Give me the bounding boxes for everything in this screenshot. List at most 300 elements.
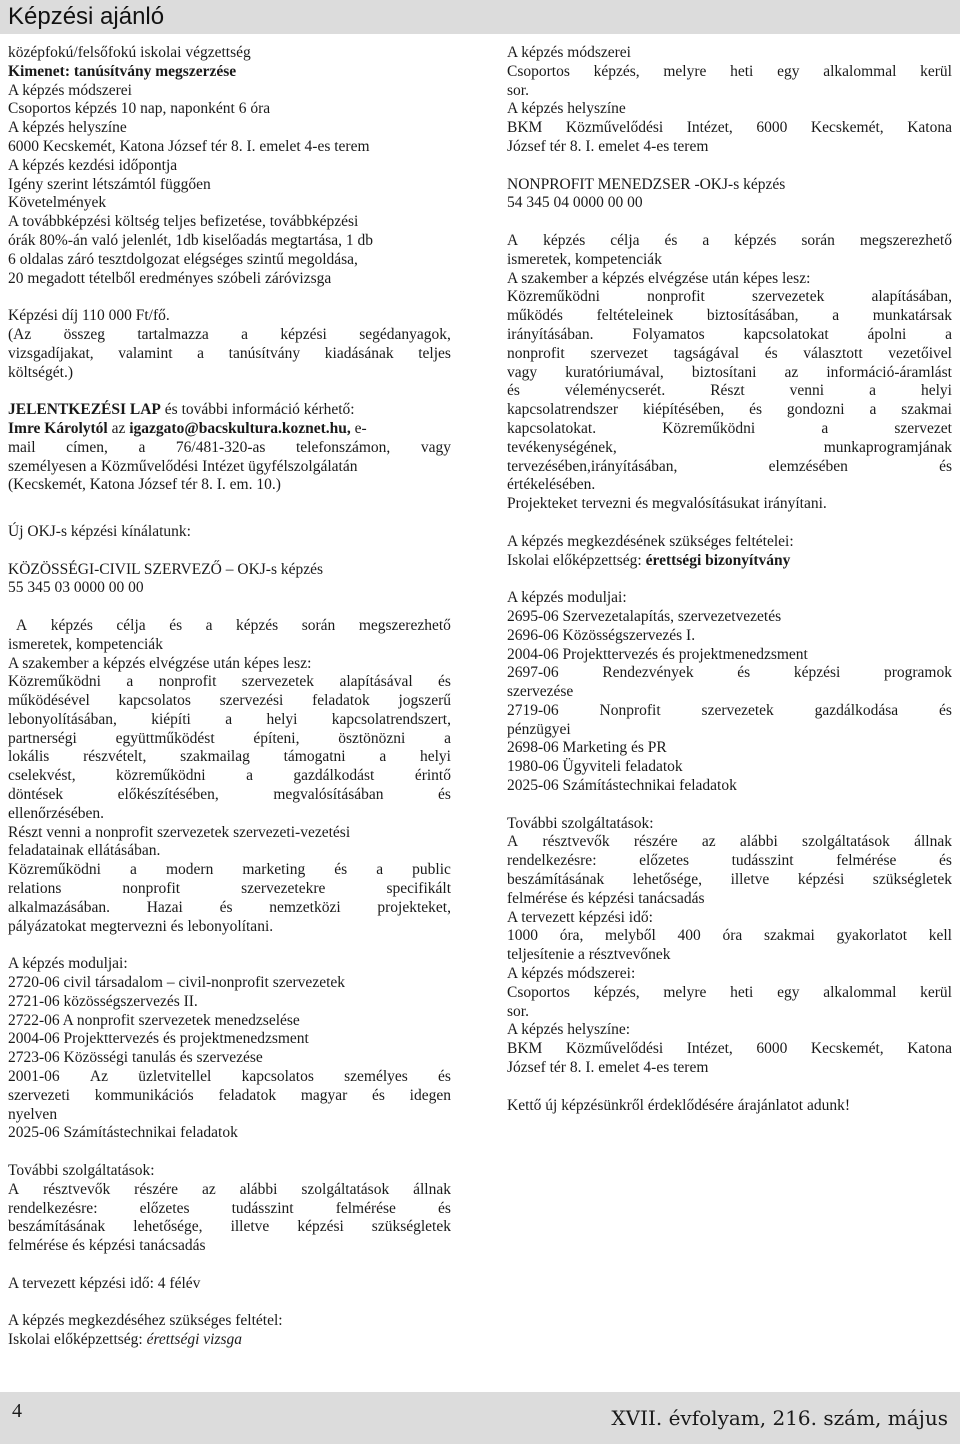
word: során: [301, 616, 336, 634]
word: döntések: [8, 786, 64, 804]
right-column: [507, 44, 952, 1115]
word: képzés: [50, 616, 93, 634]
text-line: feladatainak ellátásában.: [8, 842, 161, 860]
word: lebonyolításában,: [8, 710, 117, 728]
text-line: A továbbképzési költség teljes befizetése, továbbképzési: [8, 213, 359, 231]
word: képzési: [280, 325, 327, 343]
modules-heading: A képzés moduljai:: [507, 589, 627, 607]
word: szervezetek: [241, 673, 315, 691]
justified-line: [8, 345, 451, 364]
module-item: 2722-06 A nonprofit szervezetek menedzselése: [8, 1011, 300, 1029]
word: 1000: [507, 927, 538, 945]
word: szervezet: [894, 419, 952, 437]
word: cselekvést,: [8, 767, 76, 785]
word: Közreműködni: [8, 861, 101, 879]
word: képzési: [297, 1218, 344, 1236]
word: kapcsolatokat: [743, 325, 829, 343]
word: és: [749, 401, 763, 419]
word: kerül: [920, 62, 952, 80]
word: célja: [116, 616, 146, 634]
word: 2697-06: [507, 664, 559, 682]
word: egy: [777, 62, 800, 80]
word: a: [832, 307, 840, 325]
word: a: [246, 767, 253, 785]
word: Közművelődési: [565, 1040, 664, 1058]
word: az: [784, 363, 799, 381]
word: munkatársak: [872, 307, 952, 325]
word: kuratóriumával,: [565, 363, 664, 381]
word: kapcsolatrendszer: [507, 401, 619, 419]
word: magyar: [300, 1086, 348, 1104]
word: Intézet,: [686, 1040, 733, 1058]
issue-info: XVII. évfolyam, 216. szám, május: [611, 1406, 948, 1430]
word: a: [197, 344, 205, 362]
justified-line: [8, 861, 451, 880]
text-line: sor.: [507, 81, 529, 99]
word: feladatok: [218, 1086, 277, 1104]
word: rendelkezésre:: [8, 1199, 98, 1217]
module-item: 2720-06 civil társadalom – civil-nonprofit szervezetek: [8, 974, 346, 992]
word: célja: [610, 231, 640, 249]
text-line: A képzés módszerei:: [507, 965, 636, 983]
word: és: [438, 673, 451, 691]
word: lehetősége,: [632, 871, 703, 889]
word: megvalósításában: [273, 786, 384, 804]
text-line: A képzés módszerei: [8, 81, 132, 99]
text-span: az: [111, 419, 126, 437]
text-line: A képzés helyszíne: [8, 119, 127, 137]
word: teljes: [418, 344, 451, 362]
justified-line: [507, 439, 952, 458]
word: marketing: [242, 861, 306, 879]
justified-line: [8, 730, 451, 749]
module-item: [507, 664, 952, 683]
word: idegen: [409, 1086, 451, 1104]
module-item: 2025-06 Számítástechnikai feladatok: [507, 777, 737, 795]
word: előzetes: [639, 852, 690, 870]
justified-line: [507, 382, 952, 401]
word: projekteket,: [377, 898, 451, 916]
justified-line: [8, 617, 451, 636]
word: Közművelődési: [565, 119, 664, 137]
word: feladatok: [312, 692, 370, 710]
word: beszámításának: [8, 1218, 106, 1236]
word: nemzetközi: [269, 898, 341, 916]
word: képzés: [734, 231, 777, 249]
justified-line: [507, 119, 952, 138]
module-item: [507, 702, 952, 721]
justified-line: [8, 1218, 451, 1237]
word: feltételeinek: [596, 307, 674, 325]
word: szükségletek: [872, 871, 952, 889]
text-line: költségét.): [8, 363, 73, 381]
text-line: Csoportos képzés 10 nap, naponként 6 óra: [8, 100, 271, 118]
word: beszámításának: [507, 871, 605, 889]
word: megszerezhető: [859, 231, 952, 249]
justified-line: [8, 767, 451, 786]
justified-line: [507, 852, 952, 871]
word: tudásszint: [731, 852, 794, 870]
justified-line: [507, 1040, 952, 1059]
planned-duration: A tervezett képzési idő: 4 félév: [8, 1274, 201, 1292]
text-line: Kimenet: tanúsítvány megszerzése: [8, 62, 237, 80]
word: a: [205, 616, 213, 634]
module-item: 2695-06 Szervezetalapítás, szervezetvezetés: [507, 607, 782, 625]
word: a: [869, 382, 876, 400]
word: helyi: [266, 710, 298, 728]
text-line: sor.: [507, 1002, 529, 1020]
word: szolgáltatások: [802, 833, 890, 851]
justified-line: [507, 288, 952, 307]
word: felmérése: [335, 1199, 396, 1217]
word: gondozni: [786, 401, 845, 419]
text-line: Követelmények: [8, 194, 107, 212]
word: képzés,: [593, 983, 640, 1001]
word: összeg: [63, 325, 105, 343]
word: a: [130, 861, 137, 879]
word: részére: [633, 833, 678, 851]
word: rendelkezésre:: [507, 852, 597, 870]
justified-line: [8, 748, 451, 767]
course-title: NONPROFIT MENEDZSER -OKJ-s képzés: [507, 175, 786, 193]
contact-line: [8, 420, 451, 439]
word: A: [8, 1180, 20, 1198]
justified-line: [507, 833, 952, 852]
text-line: pénzügyei: [507, 720, 571, 738]
page-title: Képzési ajánló: [8, 3, 165, 30]
word: Közreműködni: [8, 673, 101, 691]
word: szolgáltatások: [301, 1180, 390, 1198]
word: és: [219, 898, 233, 916]
word: modern: [165, 861, 214, 879]
word: ápolni: [867, 325, 907, 343]
word: a: [702, 231, 710, 249]
word: illetve: [230, 1218, 270, 1236]
justified-line: [8, 673, 451, 692]
justified-line: [8, 711, 451, 730]
email-link[interactable]: igazgato@bacskultura.koznet.hu,: [129, 419, 351, 437]
word: melyre: [663, 62, 707, 80]
module-item: 2698-06 Marketing és PR: [507, 739, 667, 757]
word: vagy: [507, 363, 538, 381]
word: kiadásának: [324, 344, 394, 362]
word: működés: [507, 307, 563, 325]
word: kapcsolatos: [118, 692, 191, 710]
word: segédanyagok,: [359, 325, 451, 343]
text-line: 20 megadott tételből eredményes szóbeli záróvizsga: [8, 269, 332, 287]
word: Katona: [907, 119, 952, 137]
word: a: [821, 419, 829, 437]
word: vezetőivel: [888, 344, 952, 362]
word: és: [438, 786, 451, 804]
module-item: 2723-06 Közösségi tanulás és szervezése: [8, 1049, 263, 1067]
word: tartalmazza: [137, 325, 209, 343]
word: melyre: [663, 983, 707, 1001]
word: nonprofit: [158, 673, 217, 691]
word: szakmai: [763, 927, 815, 945]
justified-line: [507, 345, 952, 364]
word: heti: [730, 983, 754, 1001]
word: közreműködni: [116, 767, 206, 785]
word: képzés,: [593, 62, 640, 80]
word: munkaprogramjának: [823, 438, 952, 456]
module-item: 2696-06 Közösségszervezés I.: [507, 626, 696, 644]
text-span: Iskolai előképzettség:: [8, 1331, 147, 1349]
prerequisite-line: [8, 1331, 451, 1350]
word: tudásszint: [231, 1199, 294, 1217]
text-line: ellenőrzésében.: [8, 804, 104, 822]
word: üzletvitellel: [138, 1068, 212, 1086]
text-line: teljesítenie a résztvevőnek: [507, 946, 671, 964]
word: 2001-06: [8, 1068, 60, 1086]
word: működésével: [8, 692, 90, 710]
word: alábbi: [739, 833, 778, 851]
text-span: Iskolai előképzettség:: [507, 551, 646, 569]
text-line: értékelésében.: [507, 476, 596, 494]
word: kapcsolatos: [241, 1068, 314, 1086]
text-line: József tér 8. I. emelet 4-es terem: [507, 1059, 709, 1077]
word: képzés: [543, 231, 586, 249]
word: lokális: [8, 748, 50, 766]
word: részére: [134, 1180, 179, 1198]
word: tervezésében,irányításában,: [507, 457, 678, 475]
page-number: 4: [12, 1400, 22, 1422]
word: venni: [789, 382, 825, 400]
word: elemzésében: [768, 457, 848, 475]
word: Kecskemét,: [810, 1040, 884, 1058]
word: a: [945, 325, 952, 343]
word: Rendezvények: [602, 664, 694, 682]
word: érintő: [414, 767, 451, 785]
word: telefonszámon,: [296, 438, 391, 456]
word: Csoportos: [507, 983, 570, 1001]
services-heading: További szolgáltatások:: [507, 814, 654, 832]
justified-line: [8, 692, 451, 711]
word: képzési: [793, 664, 841, 682]
word: és: [939, 852, 952, 870]
word: kapcsolatokat.: [507, 419, 597, 437]
word: alkalommal: [823, 983, 897, 1001]
text-line: személyesen a Közművelődési Intézet ügyfélszolgálatán: [8, 457, 358, 475]
word: szükségletek: [371, 1218, 451, 1236]
word: nonprofit: [507, 344, 565, 362]
word: és: [939, 457, 952, 475]
text-line: 6000 Kecskemét, Katona József tér 8. I. emelet 4-es terem: [8, 137, 370, 155]
word: gyakorlatot: [836, 927, 908, 945]
word: a: [138, 438, 146, 456]
word: együttműködést: [115, 729, 215, 747]
word: és: [438, 1068, 451, 1086]
text-line: pályázatokat megtervezni és lebonyolítani.: [8, 917, 274, 935]
word: előzetes: [139, 1199, 190, 1217]
word: szakmailag: [180, 748, 250, 766]
justified-line: [507, 364, 952, 383]
justified-line: [8, 439, 451, 458]
word: vagy: [420, 438, 451, 456]
prerequisite-heading: A képzés megkezdéséhez szükséges feltétel:: [8, 1312, 283, 1330]
fee-line: Képzési díj 110 000 Ft/fő.: [8, 307, 170, 325]
word: relations: [8, 880, 62, 898]
module-item: 1980-06 Ügyviteli feladatok: [507, 758, 683, 776]
text-line: felmérése és képzési tanácsadás: [507, 889, 705, 907]
text-span: és további információ kérhető:: [164, 401, 355, 419]
word: és: [737, 664, 751, 682]
word: a: [126, 673, 134, 691]
word: szervezet: [590, 344, 648, 362]
word: Részt: [710, 382, 745, 400]
word: Közreműködni: [507, 288, 600, 306]
justified-line: [507, 63, 952, 82]
word: szervezetekre: [241, 880, 326, 898]
word: szakmai: [901, 401, 952, 419]
justified-line: [8, 1200, 451, 1219]
word: alkalommal: [823, 62, 897, 80]
word: választott: [803, 344, 863, 362]
text-line: A képzés módszerei: [507, 44, 631, 61]
module-item: 2004-06 Projekttervezés és projektmenedzsment: [507, 645, 808, 663]
word: az: [701, 833, 716, 851]
page-header: [0, 0, 960, 34]
word: és: [334, 861, 348, 879]
word: alábbi: [239, 1180, 278, 1198]
word: lehetősége,: [133, 1218, 203, 1236]
justified-line: [507, 232, 952, 251]
word: és: [372, 1086, 385, 1104]
word: előkészítésében,: [117, 786, 219, 804]
word: BKM: [507, 1040, 543, 1058]
word: ösztönözni: [338, 729, 406, 747]
word: gazdálkodást: [293, 767, 375, 785]
word: BKM: [507, 119, 543, 137]
word: illetve: [730, 871, 770, 889]
word: kommunikációs: [94, 1086, 194, 1104]
prerequisite-heading: A képzés megkezdésének szükséges feltételei:: [507, 532, 794, 550]
word: támogatni: [283, 748, 346, 766]
modules-heading: A képzés moduljai:: [8, 955, 128, 973]
word: a: [225, 710, 233, 728]
text-line: szervezése: [507, 683, 574, 701]
word: szervezetek: [752, 288, 825, 306]
word: részvételt,: [83, 748, 147, 766]
word: képzési: [797, 871, 845, 889]
word: és: [507, 382, 520, 400]
word: és: [664, 231, 678, 249]
word: helyi: [419, 748, 451, 766]
justified-line: [507, 401, 952, 420]
word: képzés: [236, 616, 279, 634]
justified-line: [507, 458, 952, 477]
word: felmérése: [836, 852, 897, 870]
word: (Az: [8, 325, 32, 343]
justified-line: [8, 880, 451, 899]
text-line: A szakember a képzés elvégzése után képes lesz:: [507, 269, 811, 287]
text-line: órák 80%-án való jelenlét, 1db kiselőadás megtartása, 1 db: [8, 231, 373, 249]
text-line: A képzés helyszíne: [507, 100, 626, 118]
registration-line: [8, 401, 451, 420]
word: állnak: [914, 833, 952, 851]
word: melyből: [605, 927, 656, 945]
course-title: KÖZÖSSÉGI-CIVIL SZERVEZŐ – OKJ-s képzés: [8, 560, 324, 578]
services-heading: További szolgáltatások:: [8, 1162, 155, 1180]
word: tanúsítvány: [228, 344, 301, 362]
word: 2719-06: [507, 701, 559, 719]
justified-line: [507, 307, 952, 326]
word: 76/481-320-as: [175, 438, 266, 456]
word: információ-áramlást: [826, 363, 952, 381]
text-line: ismeretek, kompetenciák: [8, 635, 163, 653]
word: szervezetek: [701, 701, 774, 719]
word: egy: [777, 983, 800, 1001]
justified-line: [507, 326, 952, 345]
justified-line: [507, 871, 952, 890]
word: Kecskemét,: [810, 119, 884, 137]
word: kapcsolatrendszert,: [331, 710, 451, 728]
word: helyi: [920, 382, 952, 400]
word: kerül: [920, 983, 952, 1001]
word: óra,: [559, 927, 584, 945]
text-line: József tér 8. I. emelet 4-es terem: [507, 137, 709, 155]
word: public: [412, 861, 451, 879]
module-item: 2025-06 Számítástechnikai feladatok: [8, 1124, 238, 1142]
text-span: e-: [354, 419, 367, 437]
justified-line: [8, 1087, 451, 1106]
text-line: A képzés helyszíne:: [507, 1021, 631, 1039]
word: alapításával: [339, 673, 413, 691]
word: Folyamatos: [632, 325, 705, 343]
word: szervezeti: [8, 1086, 70, 1104]
word: nonprofit: [647, 288, 705, 306]
word: mail: [8, 438, 36, 456]
module-item: [8, 1068, 451, 1087]
text-line: nyelven: [8, 1105, 58, 1123]
prerequisite-line: [507, 552, 952, 571]
word: Hazai: [146, 898, 183, 916]
word: irányításában.: [507, 325, 594, 343]
word: 6000: [756, 119, 788, 137]
word: Nonprofit: [599, 701, 661, 719]
contact-name: Imre Károlytól: [8, 419, 108, 437]
word: a: [379, 748, 387, 766]
word: résztvevők: [43, 1180, 111, 1198]
word: a: [241, 325, 249, 343]
closing-line: Kettő új képzésünkről érdeklődésére árajánlatot adunk!: [507, 1096, 851, 1114]
course-code: 54 345 04 0000 00 00: [507, 194, 643, 212]
word: Közreműködni: [662, 419, 756, 437]
word: A: [507, 833, 519, 851]
word: óra: [722, 927, 743, 945]
word: A: [507, 231, 519, 249]
text-line: A szakember a képzés elvégzése után képes lesz:: [8, 654, 312, 672]
word: címen,: [66, 438, 108, 456]
word: tagságával: [673, 344, 740, 362]
text-line: középfokú/felsőfokú iskolai végzettség: [8, 44, 251, 61]
word: személyes: [344, 1068, 408, 1086]
word: biztosítani: [691, 363, 757, 381]
word: biztosításában,: [706, 307, 799, 325]
course-code: 55 345 03 0000 00 00: [8, 579, 144, 597]
word: heti: [730, 62, 754, 80]
text-line: ismeretek, kompetenciák: [507, 250, 662, 268]
word: specifikált: [386, 880, 451, 898]
text-line: A tervezett képzési idő:: [507, 908, 653, 926]
justified-line: [507, 984, 952, 1003]
word: a: [869, 401, 877, 419]
word: szervezési: [219, 692, 284, 710]
word: Katona: [907, 1040, 952, 1058]
word: kiépítésében,: [642, 401, 725, 419]
word: során: [801, 231, 835, 249]
word: állnak: [413, 1180, 451, 1198]
